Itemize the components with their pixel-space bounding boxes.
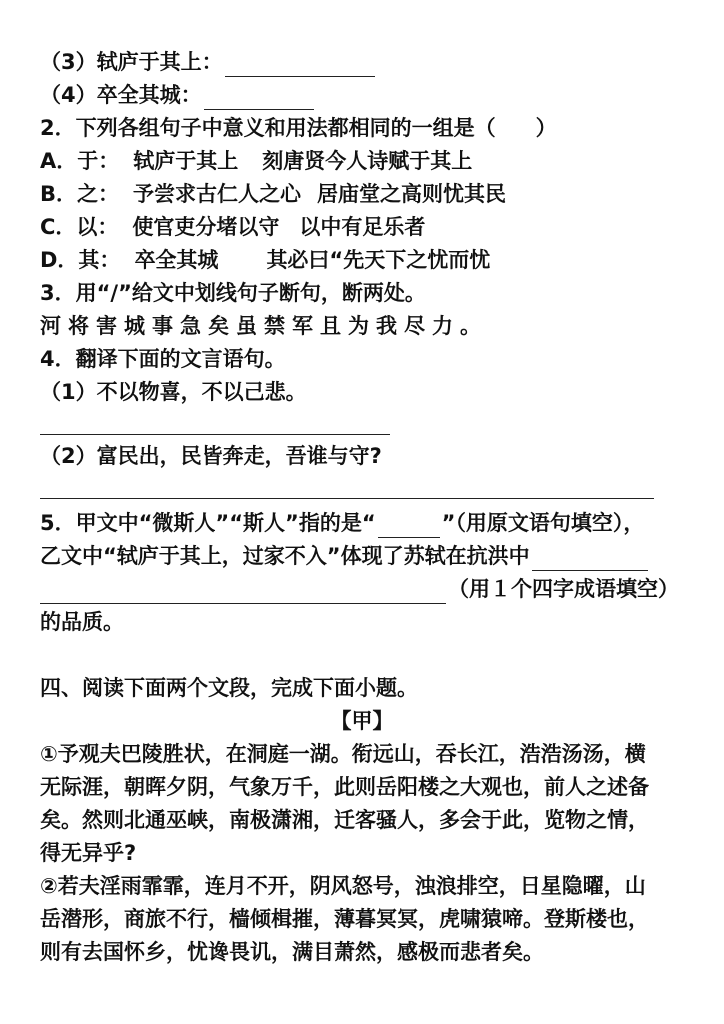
- answer-blank[interactable]: [378, 515, 440, 538]
- answer-line[interactable]: [40, 434, 390, 435]
- q5-line-3-text: （用１个四字成语填空）: [448, 577, 679, 601]
- answer-blank[interactable]: [532, 548, 648, 571]
- q4-stem: 4．翻译下面的文言语句。: [40, 347, 286, 371]
- q3-sentence: 河将害城事急矣虽禁军且为我尽力。: [40, 314, 488, 338]
- option-label: B．之：: [40, 182, 120, 206]
- option-label: C．以：: [40, 215, 119, 239]
- passage-title-jia: 【甲】: [330, 709, 394, 733]
- option-sentence-2: 其必曰“先天下之忧而忧: [266, 248, 491, 272]
- passage-line: 得无异乎?: [40, 841, 137, 865]
- q1-item-4-text: （4）卒全其城：: [40, 83, 202, 107]
- passage-line: ①予观夫巴陵胜状，在洞庭一湖。衔远山，吞长江，浩浩汤汤，横: [40, 742, 646, 766]
- passage-line: 则有去国怀乡，忧谗畏讥，满目萧然，感极而悲者矣。: [40, 940, 544, 964]
- q4-sentence-2: （2）富民出，民皆奔走，吾谁与守?: [40, 444, 382, 468]
- option-label: D．其：: [40, 248, 121, 272]
- option-label: A．于：: [40, 149, 120, 173]
- q5-line-3: [40, 574, 679, 604]
- q5-line-2: [40, 541, 650, 571]
- answer-blank[interactable]: [225, 54, 375, 77]
- option-sentence-1: 卒全其城: [134, 248, 219, 272]
- section-heading: 四、阅读下面两个文段，完成下面小题。: [40, 676, 418, 700]
- q5-line-1-b: ”（用原文语句填空），: [441, 511, 645, 535]
- q2-option-b: [40, 179, 506, 209]
- option-sentence-1: 予尝求古仁人之心: [133, 182, 302, 206]
- q3-stem: 3．用“/”给文中划线句子断句，断两处。: [40, 281, 426, 305]
- q5-line-4: 的品质。: [40, 610, 124, 634]
- q2-option-c: [40, 212, 425, 242]
- passage-line: 岳潜形，商旅不行，樯倾楫摧，薄暮冥冥，虎啸猿啼。登斯楼也，: [40, 907, 649, 931]
- q1-item-4: [40, 80, 316, 110]
- passage-line: ②若夫淫雨霏霏，连月不开，阴风怒号，浊浪排空，日星隐曜，山: [40, 874, 646, 898]
- option-sentence-1: 使官吏分堵以守: [132, 215, 280, 239]
- q5-line-1-a: 5．甲文中“微斯人”“斯人”指的是“: [40, 511, 376, 535]
- q2-option-d: [40, 245, 490, 275]
- option-sentence-2: 以中有足乐者: [299, 215, 426, 239]
- q1-item-3: [40, 47, 377, 77]
- option-sentence-2: 刻唐贤今人诗赋于其上: [262, 149, 473, 173]
- q1-item-3-text: （3）轼庐于其上：: [40, 50, 223, 74]
- q2-stem-close: ）: [535, 116, 557, 140]
- q2-stem-text: 2．下列各组句子中意义和用法都相同的一组是（: [40, 116, 496, 140]
- answer-blank[interactable]: [40, 581, 446, 604]
- option-sentence-1: 轼庐于其上: [133, 149, 239, 173]
- q2-option-a: [40, 146, 472, 176]
- answer-line[interactable]: [40, 498, 654, 499]
- passage-line: 矣。然则北通巫峡，南极潇湘，迁客骚人，多会于此，览物之情，: [40, 808, 649, 832]
- q5-line-1: [40, 508, 644, 538]
- passage-line: 无际涯，朝晖夕阴，气象万千，此则岳阳楼之大观也，前人之述备: [40, 775, 649, 799]
- answer-blank[interactable]: [204, 87, 314, 110]
- q4-sentence-1: （1）不以物喜，不以己悲。: [40, 380, 307, 404]
- q5-line-2-text: 乙文中“轼庐于其上，过家不入”体现了苏轼在抗洪中: [40, 544, 530, 568]
- q2-stem: [40, 113, 557, 143]
- option-sentence-2: 居庙堂之高则忧其民: [317, 182, 507, 206]
